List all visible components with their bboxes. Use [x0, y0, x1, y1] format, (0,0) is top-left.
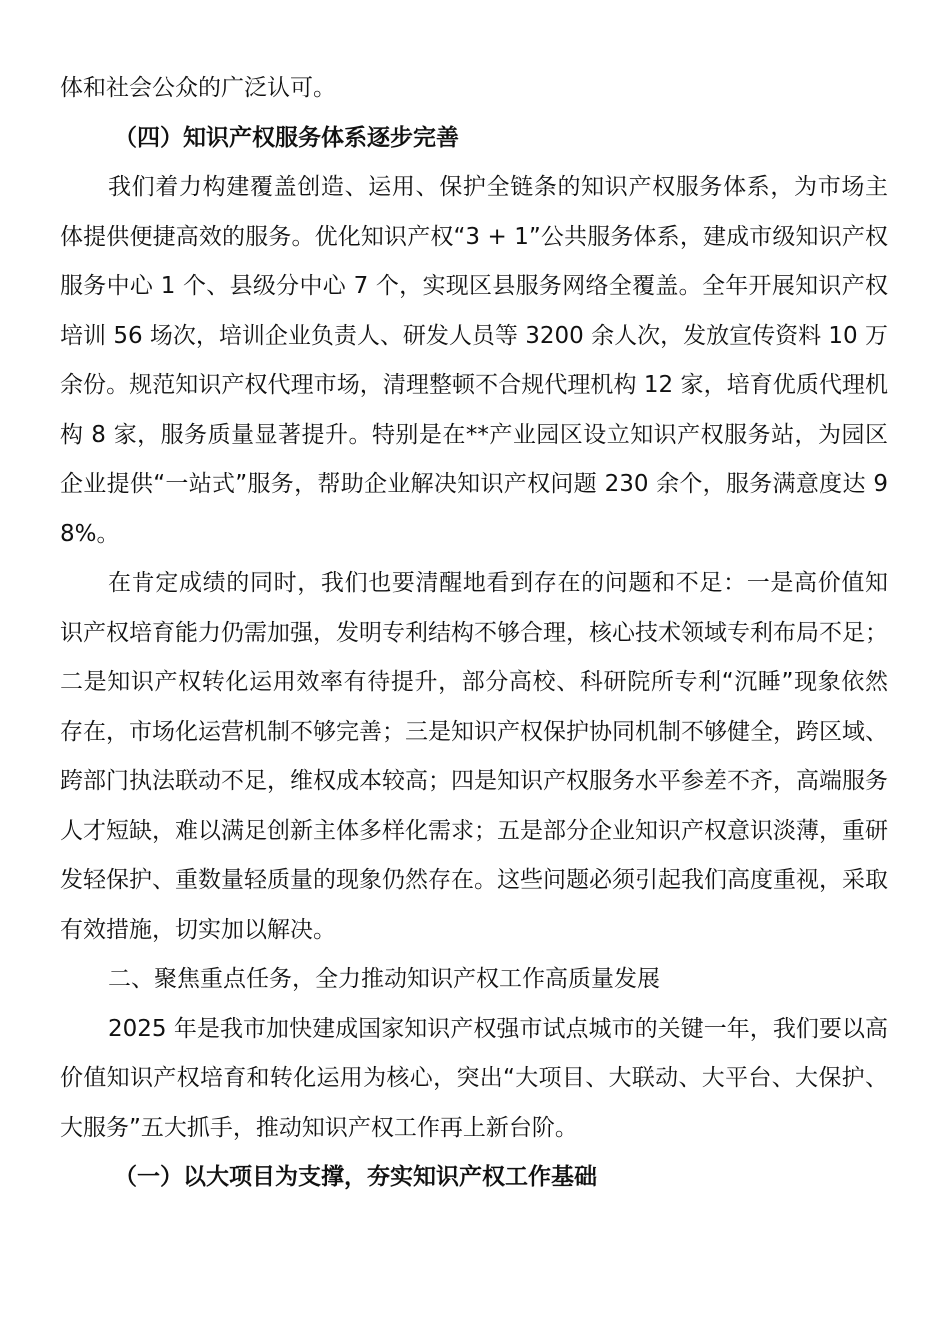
paragraph-continuation: 体和社会公众的广泛认可。 [60, 75, 336, 101]
paragraph-2025: 2025 年是我市加快建成国家知识产权强市试点城市的关键一年，我们要以高价值知识产权培育和转化运用为核心，突出“大项目、大联动、大平台、大保护、大服务”五大抓手，推动知识产权工作再上新台阶。 [60, 1015, 888, 1141]
paragraph-services: 我们着力构建覆盖创造、运用、保护全链条的知识产权服务体系，为市场主体提供便捷高效的服务。优化知识产权“3 + 1”公共服务体系，建成市级知识产权服务中心 1 个、县级分中心 7 个，实现区县服务网络全覆盖。全年开展知识产权培训 56 场次，培训企业负责人、研发人员等 3200 余人次，发放宣传资料 10 万余份。规范知识产权代理市场，清理整顿不合规代理机构 12 家，培育优质代理机构 8 家，服务质量显著提升。特别是在**产业园区设立知识产权服务站，为园区企业提供“一站式”服务，帮助企业解决知识产权问题 230 余个，服务满意度达 98%。 [60, 174, 888, 547]
section-title-2: 二、聚焦重点任务，全力推动知识产权工作高质量发展 [108, 966, 660, 992]
section-heading-4: （四）知识产权服务体系逐步完善 [114, 124, 459, 151]
paragraph-problems: 在肯定成绩的同时，我们也要清醒地看到存在的问题和不足：一是高价值知识产权培育能力仍需加强，发明专利结构不够合理，核心技术领域专利布局不足；二是知识产权转化运用效率有待提升，部分高校、科研院所专利“沉睡”现象依然存在，市场化运营机制不够完善；三是知识产权保护协同机制不够健全，跨区域、跨部门执法联动不足，维权成本较高；四是知识产权服务水平参差不齐，高端服务人才短缺，难以满足创新主体多样化需求；五是部分企业知识产权意识淡薄，重研发轻保护、重数量轻质量的现象仍然存在。这些问题必须引起我们高度重视，采取有效措施，切实加以解决。 [60, 570, 888, 943]
subsection-heading-1: （一）以大项目为支撑，夯实知识产权工作基础 [114, 1164, 597, 1190]
document-page [60, 64, 888, 1203]
